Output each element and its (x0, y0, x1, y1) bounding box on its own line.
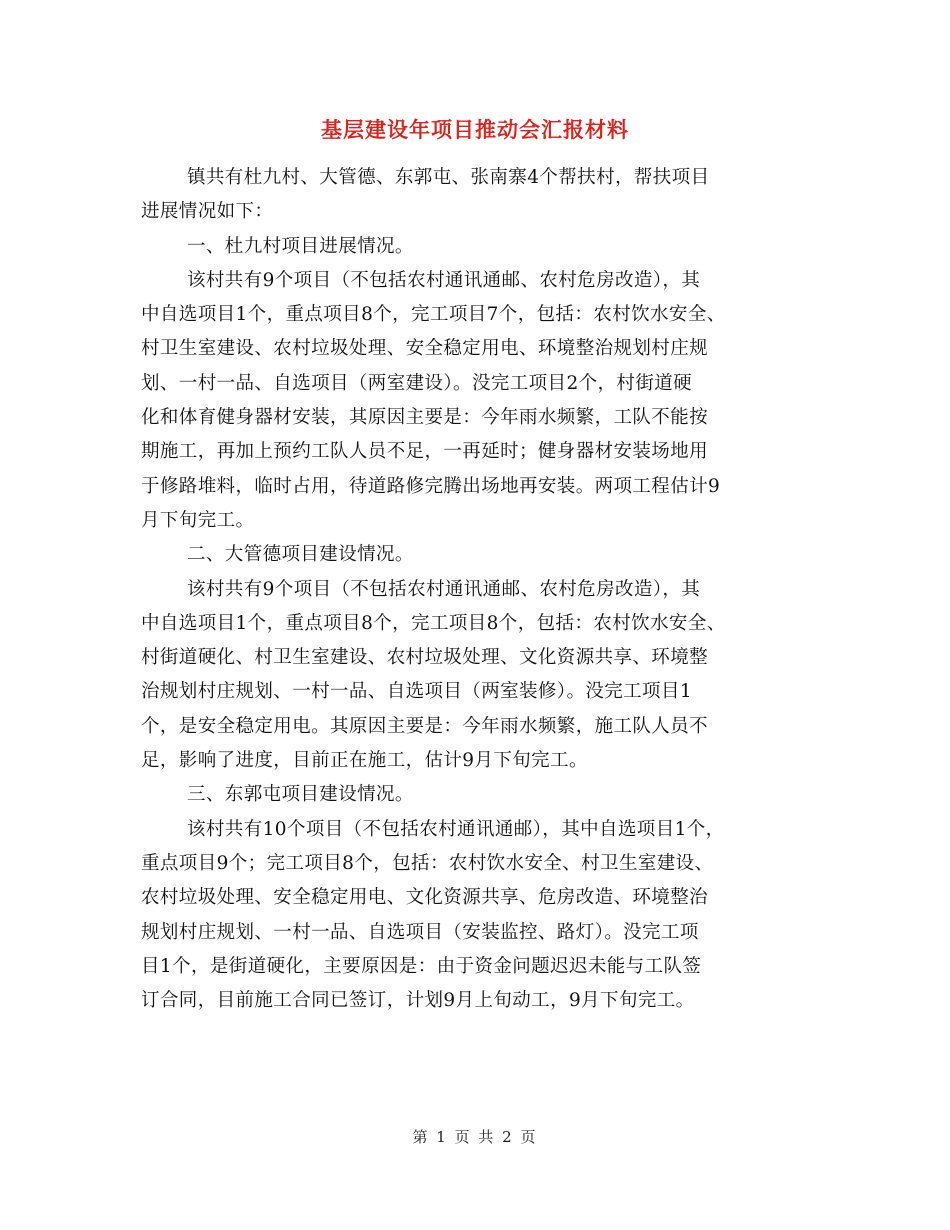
paragraph-line: 月下旬完工。 (141, 509, 255, 531)
section-heading: 二、大管德项目建设情况。 (187, 544, 414, 566)
paragraph-line: 该村共有9个项目（不包括农村通讯通邮、农村危房改造），其 (187, 578, 701, 600)
paragraph-line: 划、一村一品、自选项目（两室建设）。没完工项目2个，村街道硬 (141, 372, 693, 394)
paragraph-line: 中自选项目1个，重点项目8个，完工项目8个，包括：农村饮水安全、 (141, 612, 726, 634)
page-footer: 第 1 页 共 2 页 (412, 1128, 538, 1146)
document-title: 基层建设年项目推动会汇报材料 (321, 117, 629, 142)
paragraph-line: 该村共有9个项目（不包括农村通讯通邮、农村危房改造），其 (187, 269, 701, 291)
paragraph-line: 期施工，再加上预约工队人员不足，一再延时；健身器材安装场地用 (141, 441, 709, 463)
paragraph-line: 个，是安全稳定用电。其原因主要是：今年雨水频繁，施工队人员不 (141, 715, 709, 737)
paragraph-line: 订合同，目前施工合同已签订，计划9月上旬动工，9月下旬完工。 (141, 990, 695, 1012)
paragraph-line: 目1个，是街道硬化，主要原因是：由于资金问题迟迟未能与工队签 (141, 955, 702, 977)
paragraph-line: 该村共有10个项目（不包括农村通讯通邮），其中自选项目1个， (187, 818, 725, 840)
paragraph-line: 农村垃圾处理、安全稳定用电、文化资源共享、危房改造、环境整治 (141, 887, 709, 909)
section-heading: 一、杜九村项目进展情况。 (187, 235, 414, 257)
paragraph-line: 治规划村庄规划、一村一品、自选项目（两室装修）。没完工项目1 (141, 681, 693, 703)
paragraph-line: 镇共有杜九村、大管德、东郭屯、张南寨4个帮扶村，帮扶项目 (187, 167, 710, 188)
document-body (141, 161, 821, 1018)
paragraph-line: 村街道硬化、村卫生室建设、农村垃圾处理、文化资源共享、环境整 (141, 647, 709, 669)
paragraph-line: 规划村庄规划、一村一品、自选项目（安装监控、路灯）。没完工项 (141, 921, 699, 943)
paragraph-line: 中自选项目1个，重点项目8个，完工项目7个，包括：农村饮水安全、 (141, 304, 726, 326)
paragraph-line: 化和体育健身器材安装，其原因主要是：今年雨水频繁，工队不能按 (141, 407, 709, 429)
paragraph-line: 于修路堆料，临时占用，待道路修完腾出场地再安装。两项工程估计9 (141, 475, 721, 497)
section-heading: 三、东郭屯项目建设情况。 (187, 784, 414, 806)
paragraph-line: 村卫生室建设、农村垃圾处理、安全稳定用电、环境整治规划村庄规 (141, 338, 709, 360)
paragraph-line: 进展情况如下： (141, 201, 274, 223)
paragraph-line: 足，影响了进度，目前正在施工，估计9月下旬完工。 (141, 750, 588, 772)
paragraph-line: 重点项目9个；完工项目8个，包括：农村饮水安全、村卫生室建设、 (141, 852, 714, 874)
